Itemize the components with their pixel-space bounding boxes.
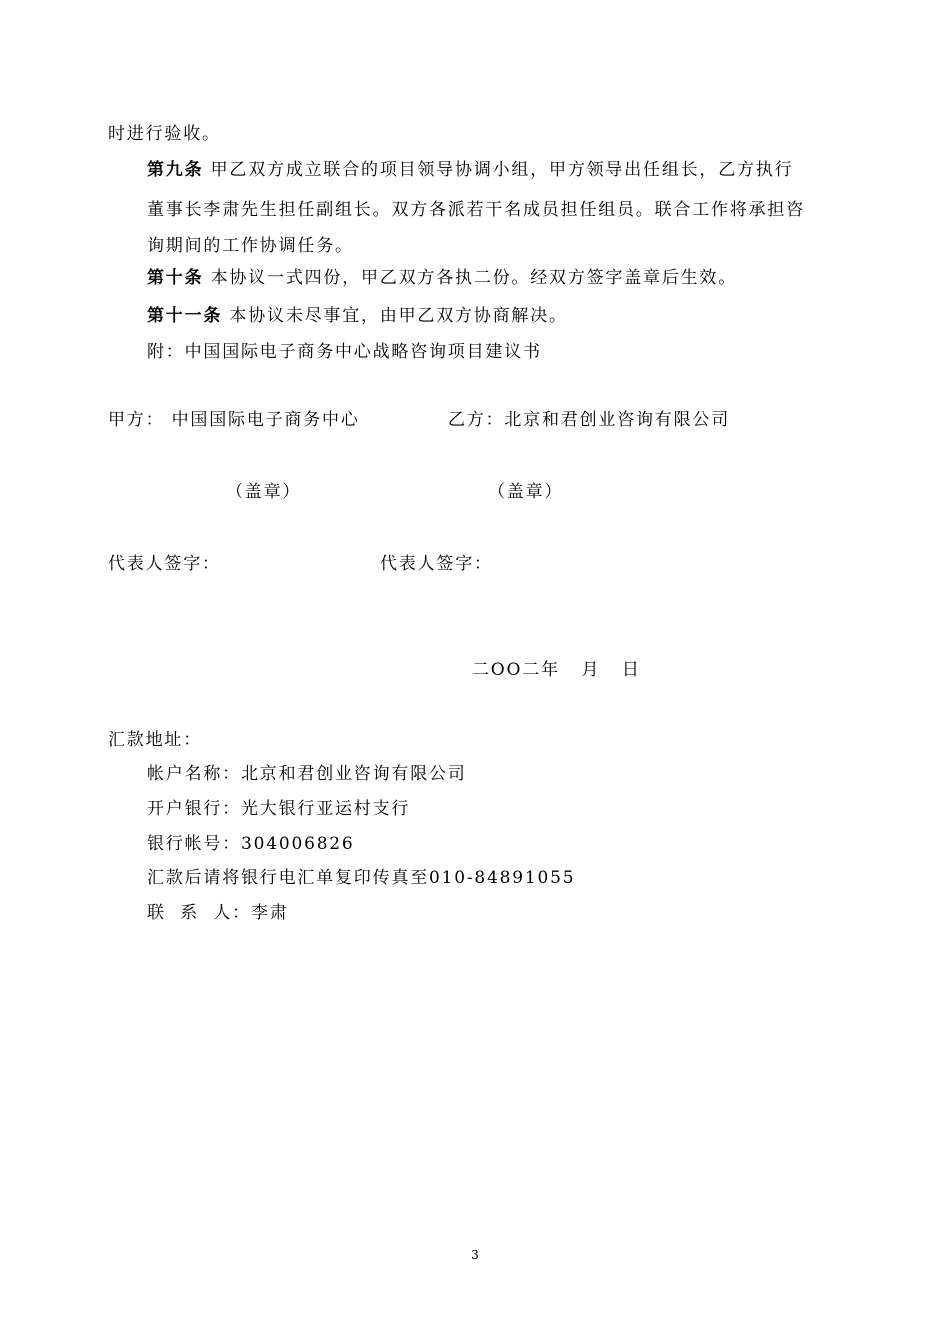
party-b-label: 乙方：	[448, 410, 505, 430]
party-a-seal: （盖章）	[226, 482, 302, 502]
article-9-line-2: 董事长李肃先生担任副组长。双方各派若干名成员担任组员。联合工作将承担咨	[147, 200, 805, 220]
article-11-line	[147, 306, 568, 326]
party-b-seal: （盖章）	[488, 482, 564, 502]
page-number: 3	[471, 1248, 479, 1262]
continuation-text: 时进行验收。	[108, 124, 221, 144]
party-b-rep-signature: 代表人签字：	[380, 554, 493, 574]
account-number: 银行帐号：304006826	[147, 834, 355, 854]
article-10-text: 本协议一式四份，甲乙双方各执二份。经双方签字盖章后生效。	[210, 268, 738, 288]
party-a-label: 甲方：	[108, 410, 165, 430]
party-b	[448, 410, 730, 430]
signing-date: 二OO二年 月 日	[472, 660, 641, 680]
article-9-line-1	[147, 160, 793, 180]
party-a-rep-signature: 代表人签字：	[108, 554, 221, 574]
party-b-name: 北京和君创业咨询有限公司	[504, 410, 731, 430]
article-9-line-3: 询期间的工作协调任务。	[147, 236, 354, 256]
article-9-text: 甲乙双方成立联合的项目领导协调小组，甲方领导出任组长，乙方执行	[210, 160, 794, 180]
article-10-line	[147, 268, 737, 288]
party-a-name: 中国国际电子商务中心	[171, 410, 360, 430]
party-a	[108, 410, 360, 430]
fax-note: 汇款后请将银行电汇单复印传真至010-84891055	[147, 868, 576, 888]
contact-person: 联 系 人：李肃	[147, 903, 289, 923]
remittance-title: 汇款地址：	[108, 730, 202, 750]
attachment-note: 附：中国国际电子商务中心战略咨询项目建议书	[147, 342, 542, 362]
article-11-heading: 第十一条	[147, 306, 223, 326]
account-name: 帐户名称：北京和君创业咨询有限公司	[147, 764, 467, 784]
article-9-heading: 第九条	[147, 160, 204, 180]
article-11-text: 本协议未尽事宜，由甲乙双方协商解决。	[229, 306, 568, 326]
bank-name: 开户银行：光大银行亚运村支行	[147, 799, 411, 819]
article-10-heading: 第十条	[147, 268, 204, 288]
